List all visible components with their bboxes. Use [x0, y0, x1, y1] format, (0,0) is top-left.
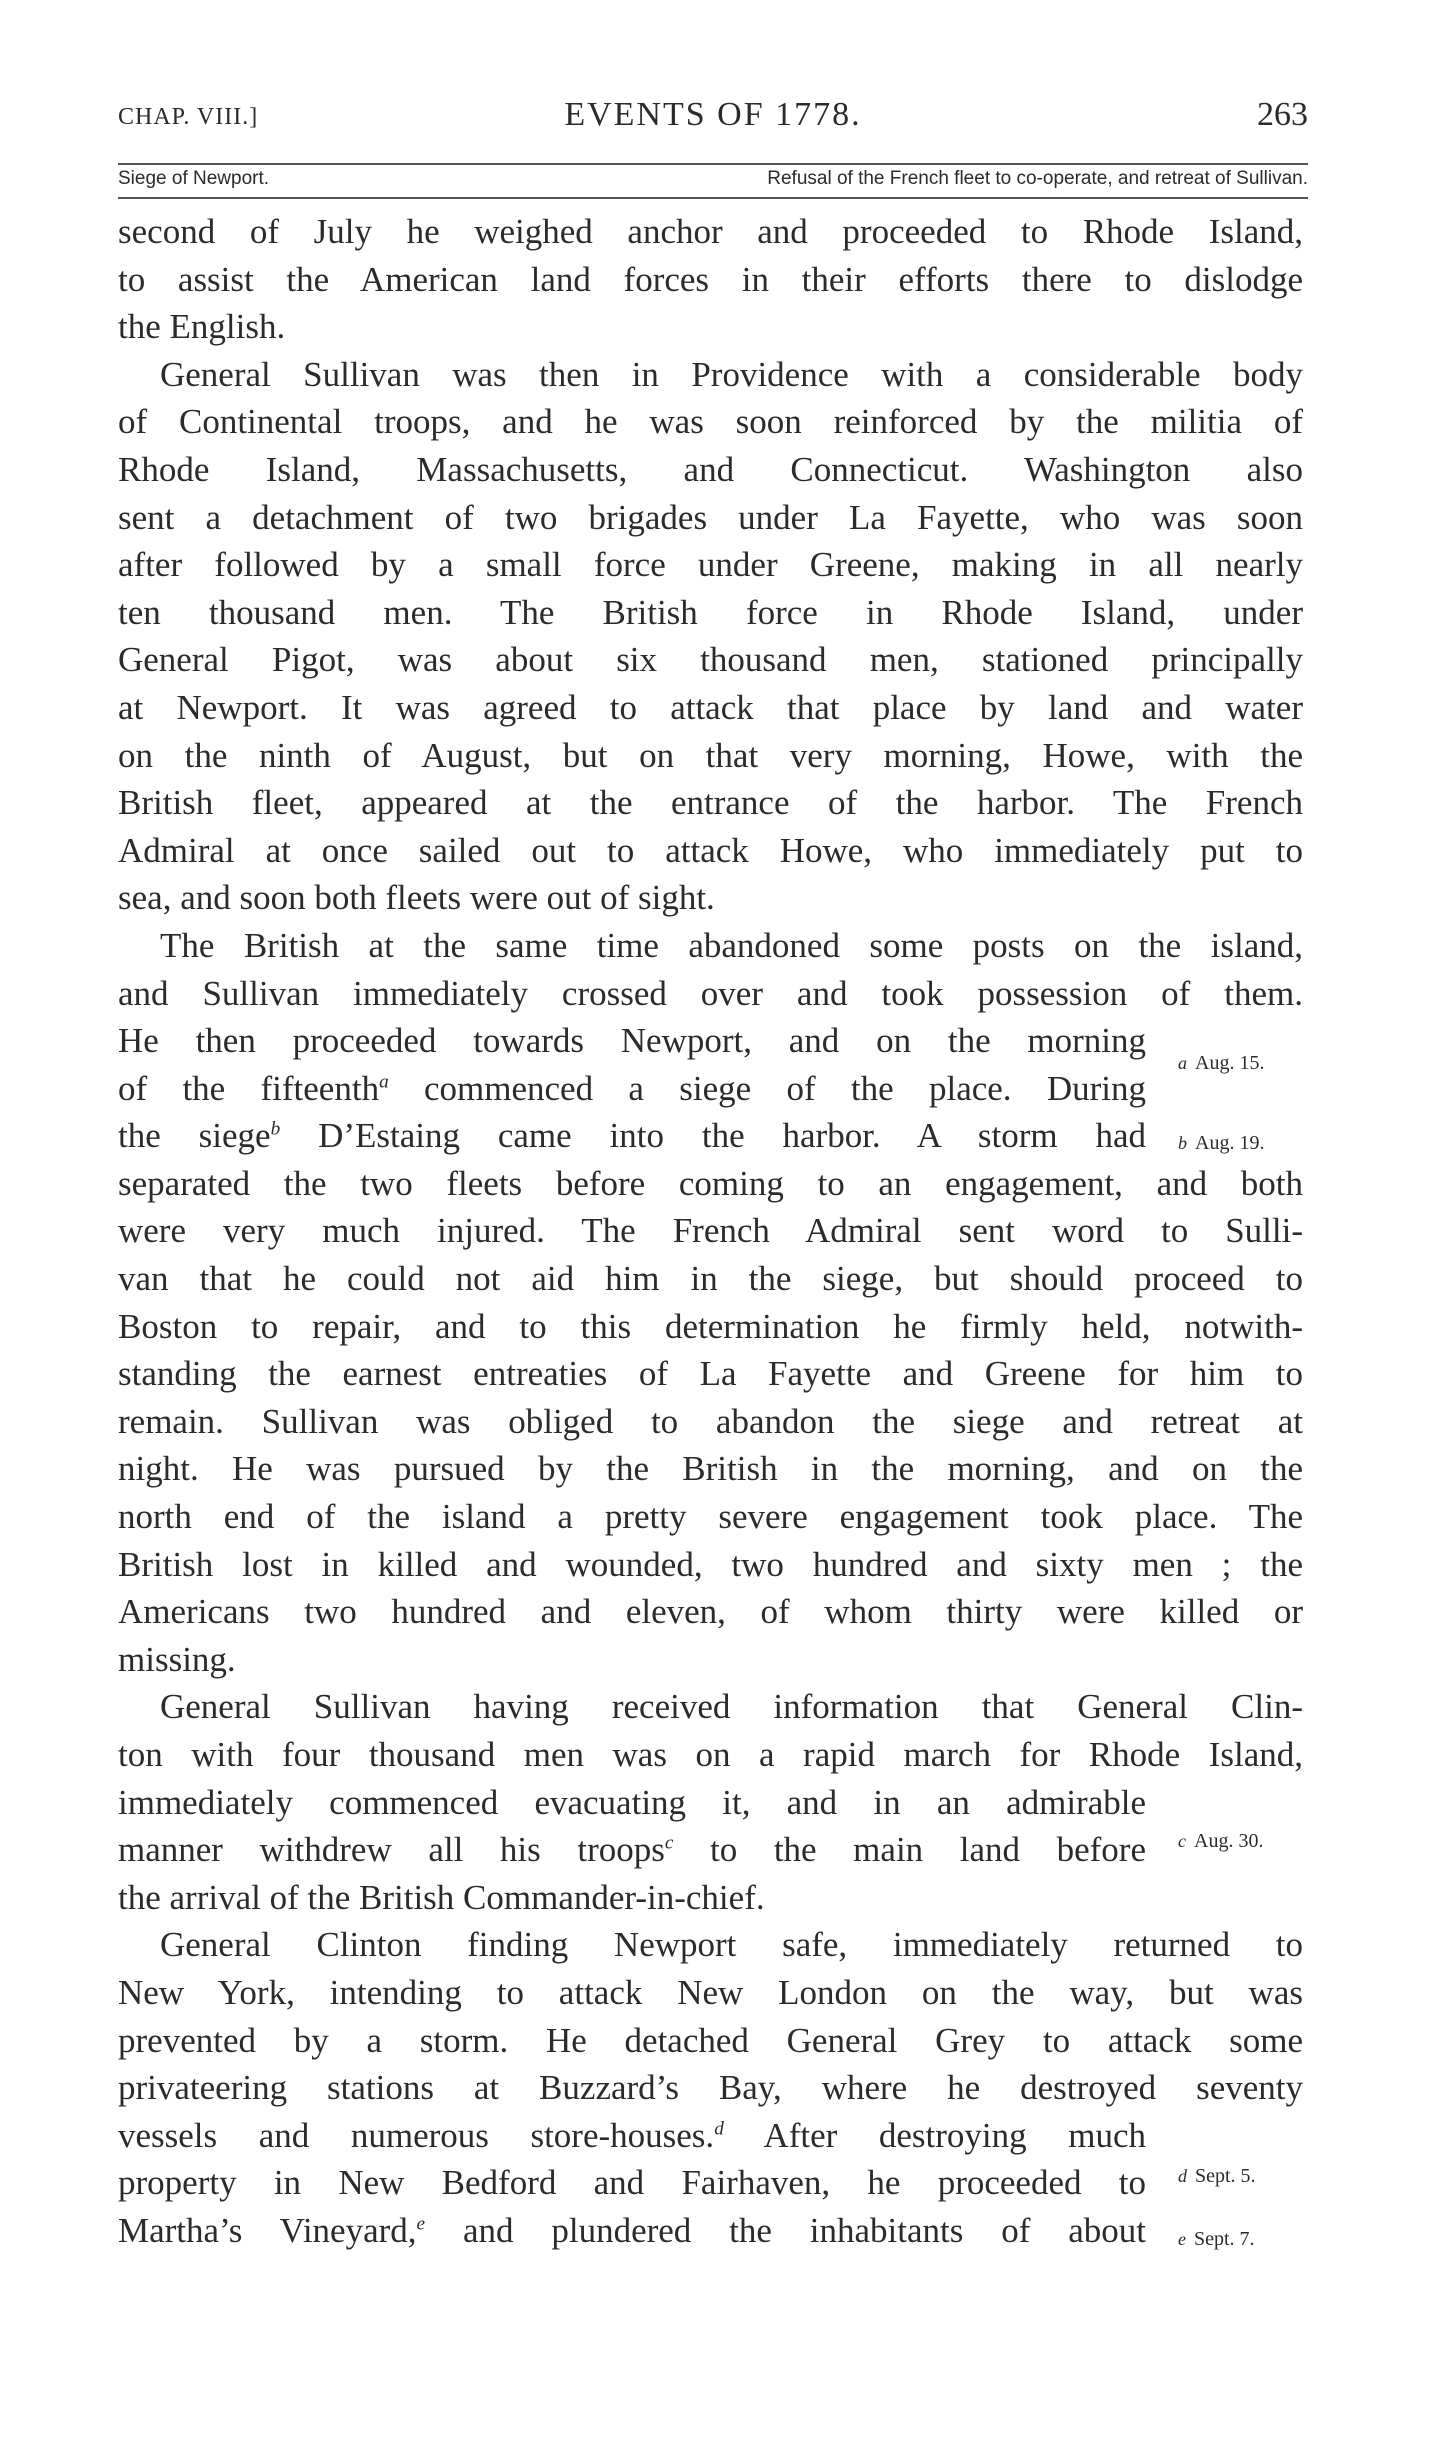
text-line: British fleet, appeared at the entrance of the harbor. The French	[118, 783, 1303, 823]
margin-note-letter: d	[1178, 2166, 1187, 2186]
text-line: Americans two hundred and eleven, of whom thirty were killed or	[118, 1592, 1303, 1632]
margin-note-sept-7	[1178, 2228, 1255, 2251]
margin-note-letter: e	[1178, 2229, 1186, 2249]
footnote-mark-b: b	[270, 1118, 281, 1140]
subject-left: Siege of Newport.	[118, 168, 270, 189]
text-line: night. He was pursued by the British in the morning, and on the	[118, 1449, 1303, 1489]
text-line: Rhode Island, Massachusetts, and Connecticut. Washington also	[118, 449, 1303, 489]
page-title: EVENTS OF 1778.	[564, 96, 862, 133]
text-line	[118, 2112, 1146, 2160]
text-line: missing.	[118, 1639, 236, 1679]
page-number: 263	[1257, 96, 1308, 133]
subject-header	[118, 163, 1308, 199]
line-segment: and plundered the inhabitants of about	[425, 2210, 1146, 2250]
body-text	[118, 208, 1303, 2255]
text-line: north end of the island a pretty severe engagement took place. The	[118, 1497, 1303, 1537]
text-line: sent a detachment of two brigades under La Fayette, who was soon	[118, 497, 1303, 537]
text-line: after followed by a small force under Greene, making in all nearly	[118, 545, 1303, 585]
text-line: and Sullivan immediately crossed over and took possession of them.	[118, 973, 1303, 1013]
text-line: van that he could not aid him in the siege, but should proceed to	[118, 1259, 1303, 1299]
margin-note-date: Aug. 15.	[1195, 1052, 1265, 1074]
line-segment: of the fifteenth	[118, 1068, 380, 1108]
margin-note-aug-30	[1178, 1830, 1263, 1853]
text-line: on the ninth of August, but on that very morning, Howe, with the	[118, 735, 1303, 775]
text-line: General Clinton finding Newport safe, immediately returned to	[160, 1925, 1303, 1965]
text-line: privateering stations at Buzzard’s Bay, where he destroyed seventy	[118, 2068, 1303, 2108]
margin-note-date: Aug. 30.	[1194, 1830, 1264, 1852]
text-line: were very much injured. The French Admiral sent word to Sulli-	[118, 1211, 1303, 1251]
footnote-mark-d: d	[714, 2118, 724, 2140]
text-line: General Sullivan having received information that General Clin-	[160, 1687, 1303, 1727]
margin-note-date: Sept. 7.	[1194, 2228, 1255, 2250]
margin-note-letter: a	[1178, 1053, 1187, 1073]
text-line: He then proceeded towards Newport, and on the morning	[118, 1021, 1146, 1061]
line-segment: D’Estaing came into the harbor. A storm had	[280, 1116, 1146, 1156]
text-line: The British at the same time abandoned some posts on the island,	[160, 925, 1303, 965]
text-line: General Sullivan was then in Providence with a considerable body	[160, 354, 1303, 394]
text-line: ten thousand men. The British force in Rhode Island, under	[118, 592, 1303, 632]
margin-note-date: Aug. 19.	[1195, 1132, 1265, 1154]
text-line: the arrival of the British Commander-in-chief.	[118, 1877, 765, 1917]
text-line: Admiral at once sailed out to attack Howe, who immediately put to	[118, 830, 1303, 870]
chapter-label: CHAP. VIII.]	[118, 104, 259, 130]
text-line: Boston to repair, and to this determination he firmly held, notwith-	[118, 1306, 1303, 1346]
footnote-mark-e: e	[416, 2213, 426, 2235]
margin-note-letter: b	[1178, 1133, 1187, 1153]
text-line	[118, 1112, 1146, 1160]
text-line: to assist the American land forces in their efforts there to dislodge	[118, 259, 1303, 299]
text-line: ton with four thousand men was on a rapid march for Rhode Island,	[118, 1735, 1303, 1774]
text-line: prevented by a storm. He detached General Grey to attack some	[118, 2020, 1303, 2060]
text-line: property in New Bedford and Fairhaven, he proceeded to	[118, 2163, 1146, 2203]
text-line: standing the earnest entreaties of La Fayette and Greene for him to	[118, 1354, 1303, 1394]
margin-note-aug-19	[1178, 1132, 1264, 1155]
text-line	[118, 2207, 1146, 2255]
margin-note-letter: c	[1178, 1831, 1186, 1851]
text-line	[118, 1065, 1146, 1113]
text-line: New York, intending to attack New London on the way, but was	[118, 1972, 1303, 2012]
margin-note-sept-5	[1178, 2165, 1256, 2188]
text-line: General Pigot, was about six thousand men, stationed principally	[118, 640, 1303, 680]
text-line: British lost in killed and wounded, two hundred and sixty men ; the	[118, 1544, 1303, 1584]
line-segment: manner withdrew all his troops	[118, 1830, 665, 1870]
footnote-mark-c: c	[664, 1832, 674, 1854]
text-line	[118, 1826, 1146, 1874]
subject-right: Refusal of the French fleet to co-operate, and retreat of Sullivan.	[767, 168, 1308, 189]
text-line: immediately commenced evacuating it, and in an admirable	[118, 1782, 1146, 1822]
margin-note-aug-15	[1178, 1052, 1264, 1075]
text-line: of Continental troops, and he was soon reinforced by the militia of	[118, 402, 1303, 442]
line-segment: Martha’s Vineyard,	[118, 2210, 417, 2250]
line-segment: vessels and numerous store-houses.	[118, 2115, 715, 2155]
margin-note-date: Sept. 5.	[1195, 2165, 1256, 2187]
text-line: at Newport. It was agreed to attack that place by land and water	[118, 687, 1303, 727]
text-line: sea, and soon both fleets were out of sight.	[118, 878, 715, 918]
text-line: separated the two fleets before coming to an engagement, and both	[118, 1163, 1303, 1203]
line-segment: After destroying much	[723, 2115, 1146, 2155]
line-segment: to the main land before	[673, 1830, 1146, 1870]
running-head	[118, 92, 1308, 142]
footnote-mark-a: a	[379, 1071, 389, 1093]
line-segment: commenced a siege of the place. During	[388, 1068, 1146, 1108]
text-line: second of July he weighed anchor and proceeded to Rhode Island,	[118, 212, 1303, 251]
line-segment: the siege	[118, 1116, 271, 1156]
text-line: remain. Sullivan was obliged to abandon the siege and retreat at	[118, 1401, 1303, 1441]
text-line: the English.	[118, 307, 286, 347]
